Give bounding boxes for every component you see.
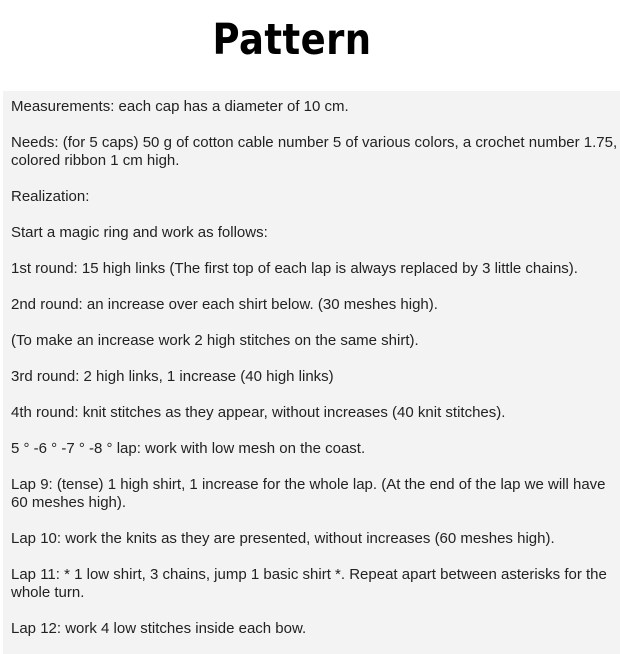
paragraph-increase-note: (To make an increase work 2 high stitches on the same shirt).: [11, 332, 419, 349]
paragraph-lap-11: Lap 11: * 1 low shirt, 3 chains, jump 1 basic shirt *. Repeat apart between asterisks for the whole turn.: [11, 566, 607, 601]
paragraph-measurements: Measurements: each cap has a diameter of 10 cm.: [11, 98, 349, 115]
paragraph-lap-10: Lap 10: work the knits as they are presented, without increases (60 meshes high).: [11, 530, 555, 547]
paragraph-round-2: 2nd round: an increase over each shirt below. (30 meshes high).: [11, 296, 438, 313]
paragraph-lap-12: Lap 12: work 4 low stitches inside each bow.: [11, 620, 307, 637]
paragraph-round-1: 1st round: 15 high links (The first top of each lap is always replaced by 3 little chains).: [11, 260, 578, 277]
paragraph-lap-9: Lap 9: (tense) 1 high shirt, 1 increase for the whole lap. (At the end of the lap we will have 60 meshes high).: [11, 476, 606, 511]
paragraph-laps-5-8: 5 ° -6 ° -7 ° -8 ° lap: work with low mesh on the coast.: [11, 440, 366, 457]
paragraph-needs: Needs: (for 5 caps) 50 g of cotton cable number 5 of various colors, a crochet number 1.75, colored ribbon 1 cm high.: [11, 134, 618, 169]
paragraph-start: Start a magic ring and work as follows:: [11, 224, 268, 241]
paragraph-round-4: 4th round: knit stitches as they appear, without increases (40 knit stitches).: [11, 404, 506, 421]
paragraph-realization: Realization:: [11, 188, 90, 205]
page-title: Pattern: [212, 15, 372, 65]
pattern-instructions: [3, 91, 620, 654]
paragraph-round-3: 3rd round: 2 high links, 1 increase (40 high links): [11, 368, 334, 385]
